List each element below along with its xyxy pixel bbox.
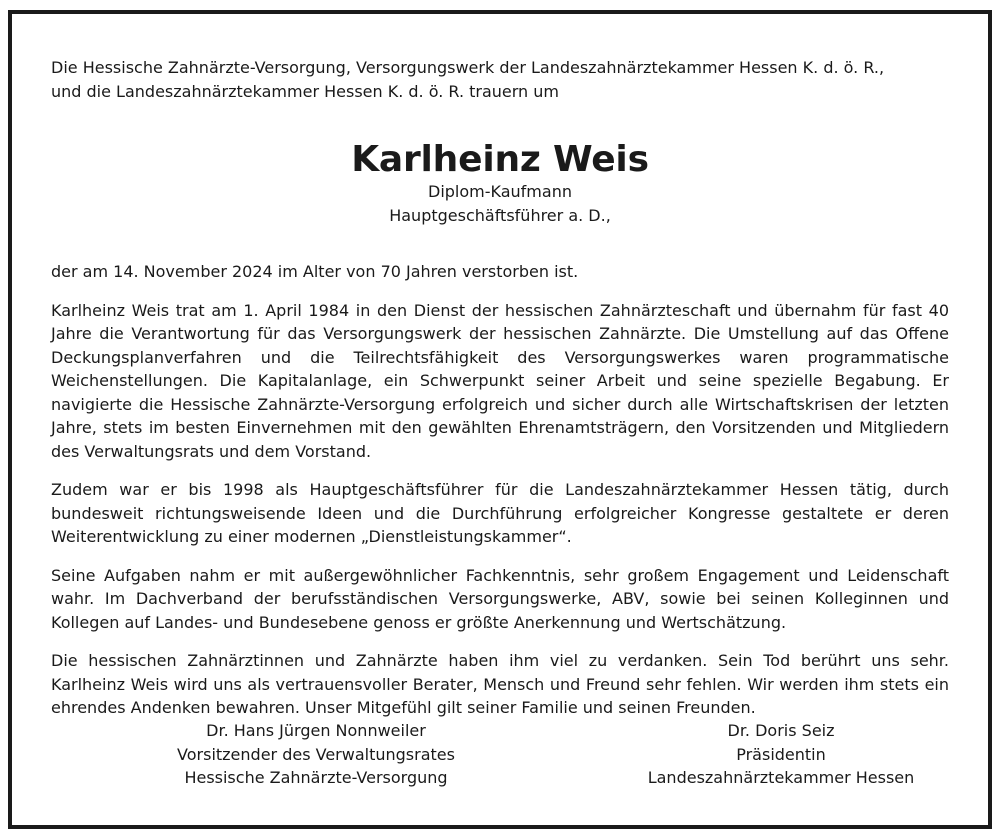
signer-organization: Landeszahnärztekammer Hessen xyxy=(647,768,915,787)
deceased-name: Karlheinz Weis xyxy=(351,139,649,180)
signer-name: Dr. Doris Seiz xyxy=(727,721,835,740)
paragraph-chamber: Zudem war er bis 1998 als Hauptgeschäftsführer für die Landeszahnärztekammer Hessen tätig, durch bundesweit richtungsweisende Ideen und die Durchführung erfolgreicher Kongresse gestaltete er deren Weiterentwicklung zu einer modernen „Dienstleistungskammer“. xyxy=(51,480,949,546)
signer-role: Vorsitzender des Verwaltungsrates xyxy=(177,744,455,764)
deceased-position: Hauptgeschäftsführer a. D., xyxy=(389,205,611,225)
deceased-block xyxy=(51,140,949,227)
signer-role: Präsidentin xyxy=(736,744,826,764)
intro-line-2: und die Landeszahnärztekammer Hessen K. d. ö. R. trauern um xyxy=(51,81,559,101)
signer-name: Dr. Hans Jürgen Nonnweiler xyxy=(206,721,426,740)
intro-text xyxy=(51,56,949,103)
paragraph-recognition: Seine Aufgaben nahm er mit außergewöhnlicher Fachkenntnis, sehr großem Engagement und Leidenschaft wahr. Im Dachverband der berufsständischen Versorgungswerke, ABV, sowie bei seinen Kolleginnen und Kollegen auf Landes- und Bundesebene genoss er größte Anerkennung und Wertschätzung. xyxy=(51,565,949,632)
death-notice: der am 14. November 2024 im Alter von 70 Jahren verstorben ist. xyxy=(51,262,579,281)
obituary-body xyxy=(51,56,949,720)
paragraph-farewell: Die hessischen Zahnärztinnen und Zahnärzte haben ihm viel zu verdanken. Sein Tod berührt uns sehr. Karlheinz Weis wird uns als vertrauensvoller Berater, Mensch und Freund sehr fehlen. Wir werden ihm stets ein ehrendes Andenken bewahren. Unser Mitgefühl gilt seiner Familie und seinen Freunden. xyxy=(51,651,949,717)
biography xyxy=(51,299,949,720)
deceased-degree: Diplom-Kaufmann xyxy=(428,182,572,201)
signature-left xyxy=(151,719,481,790)
paragraph-career: Karlheinz Weis trat am 1. April 1984 in den Dienst der hessischen Zahnärzteschaft und übernahm für fast 40 Jahre die Verantwortung für das Versorgungswerk der hessischen Zahnärzte. Die Umstellung auf das Offene Deckungsplanverfahren und die Teilrechtsfähigkeit des Versorgungswerkes waren programmatische Weichenstellungen. Die Kapitalanlage, ein Schwerpunkt seiner Arbeit und seine spezielle Begabung. Er navigierte die Hessische Zahnärzte-Versorgung erfolgreich und sicher durch alle Wirtschaftskrisen der letzten Jahre, stets im besten Einvernehmen mit den gewählten Ehrenamtsträgern, den Vorsitzenden und Mitgliedern des Verwaltungsrats und dem Vorstand. xyxy=(51,300,949,461)
signatures xyxy=(51,719,949,791)
signature-right xyxy=(631,719,931,790)
intro-line-1: Die Hessische Zahnärzte-Versorgung, Versorgungswerk der Landeszahnärztekammer Hessen K. d. ö. R., xyxy=(51,58,885,77)
signer-organization: Hessische Zahnärzte-Versorgung xyxy=(184,768,448,787)
